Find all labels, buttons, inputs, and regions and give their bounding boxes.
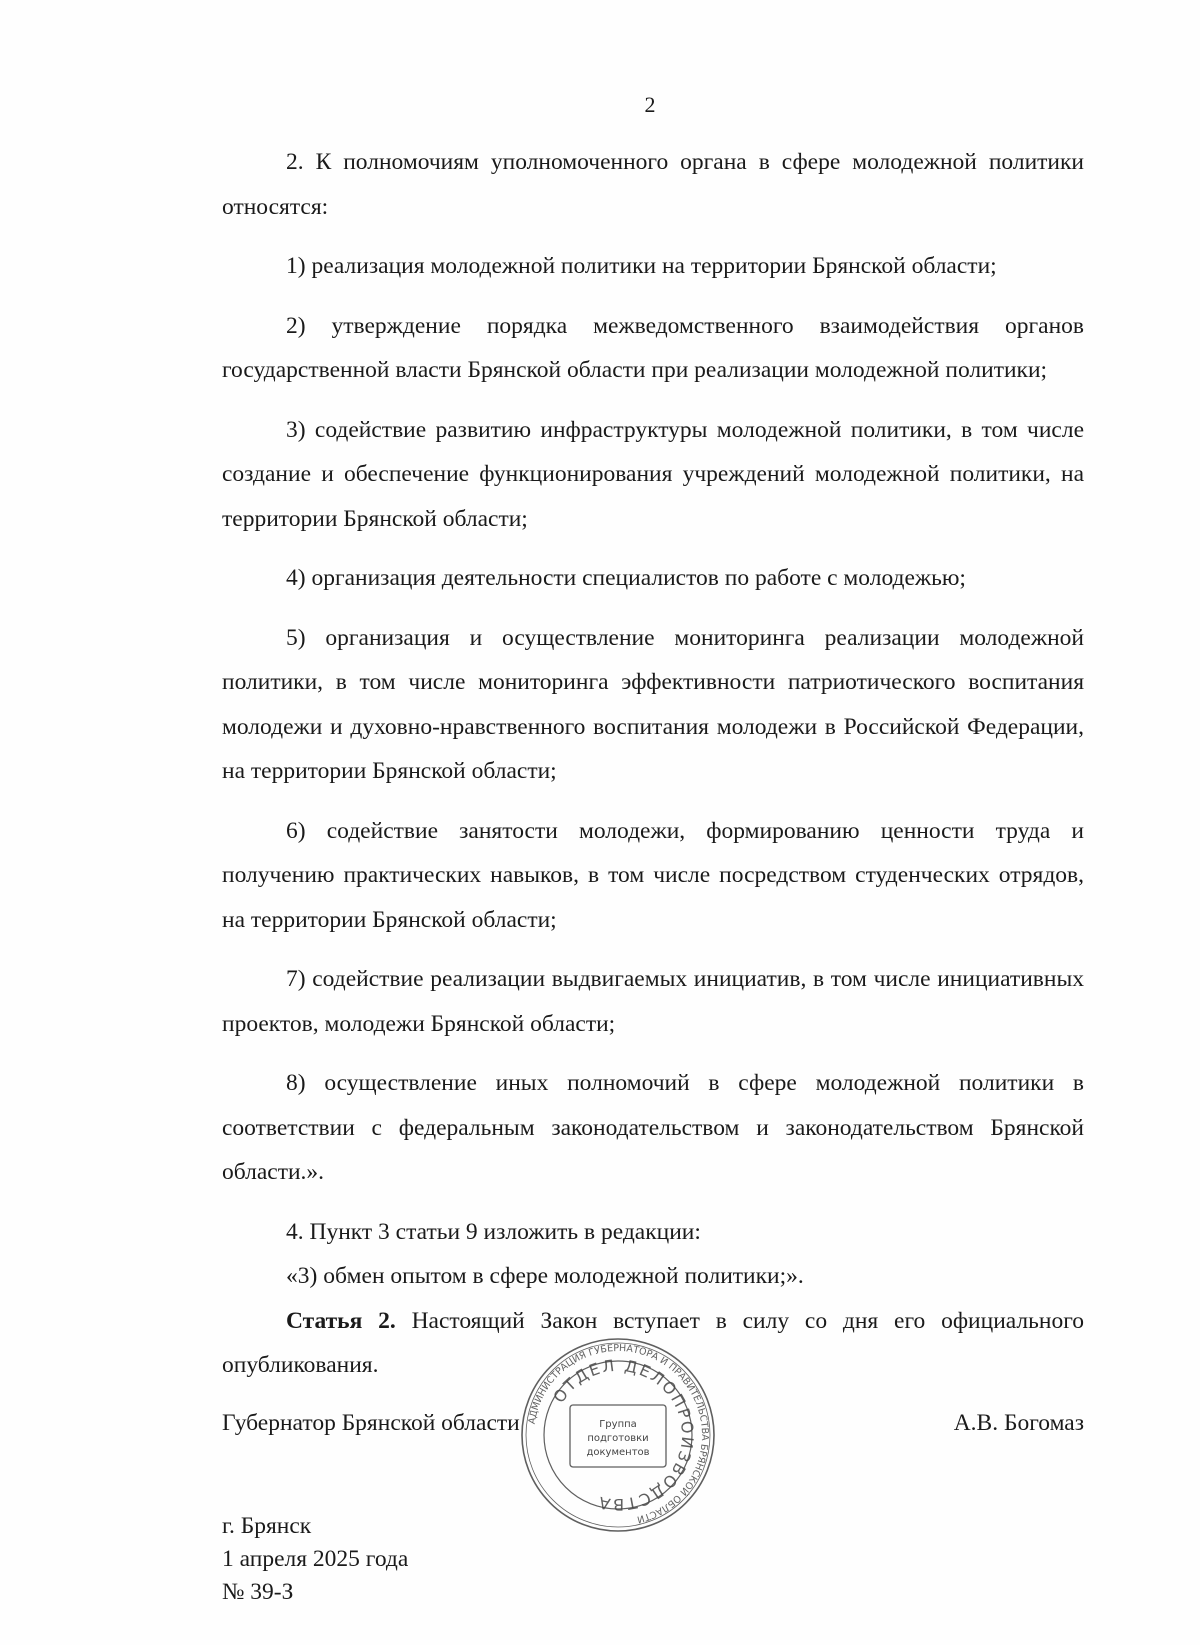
article-2-text: Настоящий Закон вступает в силу со дня его официального опубликования. xyxy=(222,1307,1084,1378)
article-2-heading: Статья 2. xyxy=(286,1307,396,1334)
paragraph-item-7: 7) содействие реализации выдвигаемых инициатив, в том числе инициативных проектов, молодежи Брянской области; xyxy=(222,966,1084,1037)
seal-graphic xyxy=(518,1335,718,1535)
seal-outer-text: АДМИНИСТРАЦИЯ ГУБЕРНАТОРА И ПРАВИТЕЛЬСТВА БРЯНСКОЙ ОБЛАСТИ xyxy=(526,1342,711,1525)
paragraph-item-6: 6) содействие занятости молодежи, формированию ценности труда и получению практических навыков, в том числе посредством студенческих отрядов, на территории Брянской области; xyxy=(222,817,1084,933)
paragraph-point-3-text: «3) обмен опытом в сфере молодежной политики;». xyxy=(286,1263,804,1289)
seal-center-line-1: Группа xyxy=(599,1419,637,1430)
signing-city: г. Брянск xyxy=(222,1513,312,1539)
paragraph-item-5: 5) организация и осуществление мониторинга реализации молодежной политики, в том числе мониторинга эффективности патриотического воспитания молодежи и духовно-нравственного воспитания молодежи в Российской Федерации, на территории Брянской области; xyxy=(222,624,1084,784)
seal-center-line-2: подготовки xyxy=(587,1433,649,1444)
document-body xyxy=(222,140,1084,1403)
seal-center-line-3: документов xyxy=(586,1447,650,1458)
signature-name: А.В. Богомаз xyxy=(953,1410,1084,1436)
paragraph-item-3: 3) содействие развитию инфраструктуры молодежной политики, в том числе создание и обеспечение функционирования учреждений молодежной политики, на территории Брянской области; xyxy=(222,416,1084,532)
signing-place-block xyxy=(222,1510,408,1609)
paragraph-authority-intro: 2. К полномочиям уполномоченного органа в сфере молодежной политики относятся: xyxy=(222,149,1084,220)
paragraph-item-2: 2) утверждение порядка межведомственного взаимодействия органов государственной власти Брянской области при реализации молодежной политики; xyxy=(222,312,1084,383)
paragraph-item-4: 4) организация деятельности специалистов по работе с молодежью; xyxy=(286,565,966,591)
paragraph-item-1: 1) реализация молодежной политики на территории Брянской области; xyxy=(286,253,997,279)
paragraph-point-4: 4. Пункт 3 статьи 9 изложить в редакции: xyxy=(286,1218,701,1245)
signature-title: Губернатор Брянской области xyxy=(222,1410,520,1436)
signing-date: 1 апреля 2025 года xyxy=(222,1546,409,1572)
paragraph-item-8: 8) осуществление иных полномочий в сфере молодежной политики в соответствии с федеральным законодательством и законодательством Брянской области.». xyxy=(222,1070,1084,1185)
official-seal-stamp xyxy=(518,1335,718,1535)
page-number: 2 xyxy=(644,92,656,117)
seal-dept-text: ОТДЕЛ ДЕЛОПРОИЗВОДСТВА xyxy=(549,1355,698,1515)
law-number: № 39-З xyxy=(222,1579,294,1605)
